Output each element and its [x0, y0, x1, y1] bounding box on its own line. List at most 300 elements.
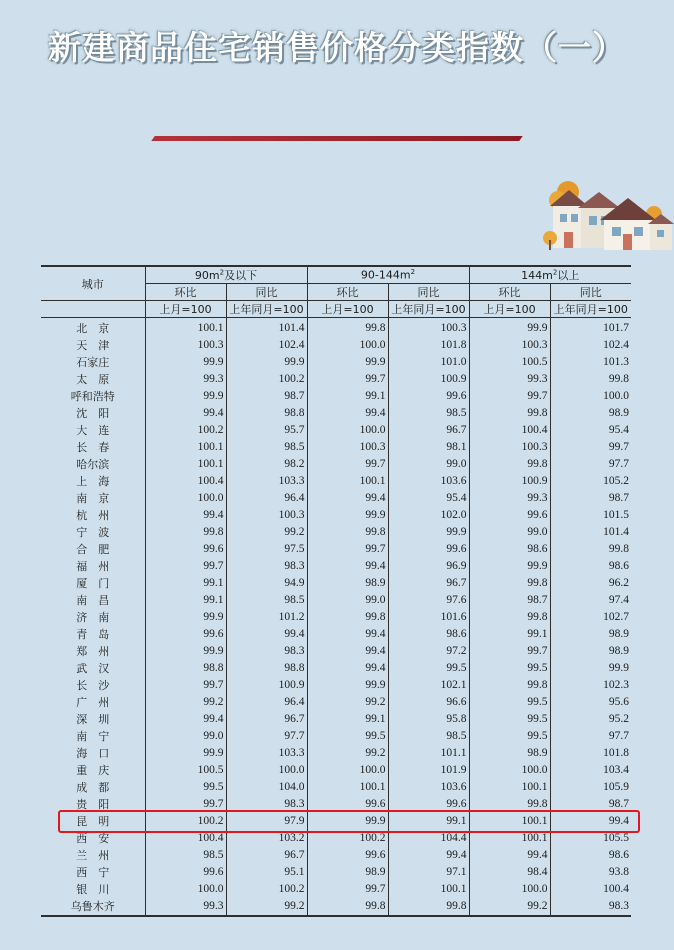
index-value: 100.9 — [226, 677, 307, 694]
base-header: 上年同月=100 — [550, 301, 631, 318]
index-value: 99.8 — [469, 575, 550, 592]
table-row — [41, 779, 631, 796]
index-value: 99.4 — [145, 711, 226, 728]
index-value: 100.5 — [469, 354, 550, 371]
index-value: 97.6 — [388, 592, 469, 609]
index-value: 104.0 — [226, 779, 307, 796]
group-header-large: $144m^2$以上 — [469, 266, 631, 284]
index-value: 100.4 — [469, 422, 550, 439]
index-value: 99.7 — [145, 558, 226, 575]
index-value: 99.4 — [145, 507, 226, 524]
index-value: 95.1 — [226, 864, 307, 881]
index-value: 99.5 — [469, 728, 550, 745]
index-value: 95.8 — [388, 711, 469, 728]
index-value: 99.1 — [388, 813, 469, 830]
city-name: 上 海 — [76, 475, 110, 488]
index-value: 100.4 — [145, 830, 226, 847]
index-value: 99.6 — [307, 847, 388, 864]
index-value: 98.5 — [145, 847, 226, 864]
index-value: 97.4 — [550, 592, 631, 609]
table-body — [41, 318, 631, 917]
index-value: 101.0 — [388, 354, 469, 371]
index-value: 99.8 — [307, 318, 388, 338]
table-row — [41, 541, 631, 558]
index-value: 99.5 — [469, 711, 550, 728]
index-value: 99.8 — [307, 524, 388, 541]
index-value: 98.8 — [226, 405, 307, 422]
price-index-table-container — [41, 265, 631, 917]
index-value: 99.6 — [145, 626, 226, 643]
index-value: 100.1 — [469, 779, 550, 796]
index-value: 101.4 — [226, 318, 307, 338]
index-value: 100.0 — [145, 490, 226, 507]
index-value: 99.8 — [469, 796, 550, 813]
index-value: 99.2 — [307, 745, 388, 762]
city-name: 厦 门 — [76, 577, 110, 590]
index-value: 99.8 — [469, 677, 550, 694]
index-value: 100.3 — [307, 439, 388, 456]
index-value: 98.9 — [550, 405, 631, 422]
index-value: 93.8 — [550, 864, 631, 881]
index-value: 98.1 — [388, 439, 469, 456]
index-value: 99.1 — [307, 711, 388, 728]
index-value: 98.7 — [469, 592, 550, 609]
index-value: 101.5 — [550, 507, 631, 524]
table-row — [41, 745, 631, 762]
index-value: 98.5 — [226, 439, 307, 456]
index-value: 99.8 — [307, 609, 388, 626]
index-value: 99.9 — [145, 643, 226, 660]
index-value: 95.4 — [388, 490, 469, 507]
index-value: 100.5 — [145, 762, 226, 779]
index-value: 99.4 — [469, 847, 550, 864]
index-value: 99.0 — [145, 728, 226, 745]
table-row — [41, 371, 631, 388]
index-value: 95.7 — [226, 422, 307, 439]
city-name: 北 京 — [76, 322, 110, 335]
index-value: 97.7 — [226, 728, 307, 745]
city-name: 乌鲁木齐 — [41, 898, 145, 916]
city-name: 南 宁 — [76, 730, 110, 743]
city-name: 天 津 — [76, 339, 110, 352]
city-column-header: 城市 — [41, 266, 145, 301]
table-row — [41, 728, 631, 745]
index-value: 99.7 — [307, 456, 388, 473]
index-value: 98.7 — [226, 388, 307, 405]
table-row — [41, 762, 631, 779]
city-name: 石家庄 — [76, 356, 110, 369]
sub-header-mom: 环比 — [469, 284, 550, 301]
table-row — [41, 388, 631, 405]
city-name: 南 京 — [76, 492, 110, 505]
index-value: 102.1 — [388, 677, 469, 694]
index-value: 99.3 — [145, 371, 226, 388]
index-value: 98.6 — [469, 541, 550, 558]
city-name: 呼和浩特 — [70, 390, 115, 403]
index-value: 99.6 — [145, 864, 226, 881]
base-header: 上月=100 — [307, 301, 388, 318]
sub-header-yoy: 同比 — [226, 284, 307, 301]
index-value: 99.4 — [307, 626, 388, 643]
base-header: 上月=100 — [469, 301, 550, 318]
houses-illustration — [536, 180, 674, 252]
index-value: 100.3 — [226, 507, 307, 524]
table-row — [41, 337, 631, 354]
index-value: 100.1 — [145, 456, 226, 473]
index-value: 99.4 — [145, 405, 226, 422]
index-value: 100.1 — [307, 779, 388, 796]
index-value: 99.8 — [388, 898, 469, 916]
table-row — [41, 439, 631, 456]
city-name: 合 肥 — [76, 543, 110, 556]
index-value: 98.9 — [550, 643, 631, 660]
table-row — [41, 830, 631, 847]
index-value: 100.2 — [226, 881, 307, 898]
index-value: 99.9 — [226, 354, 307, 371]
table-row — [41, 318, 631, 338]
city-name: 重 庆 — [76, 764, 110, 777]
index-value: 101.9 — [388, 762, 469, 779]
city-name: 杭 州 — [76, 509, 110, 522]
table-row — [41, 881, 631, 898]
index-value: 98.9 — [550, 626, 631, 643]
index-value: 99.9 — [145, 354, 226, 371]
index-value: 95.2 — [550, 711, 631, 728]
index-value: 100.2 — [145, 813, 226, 830]
index-value: 98.9 — [307, 575, 388, 592]
index-value: 99.6 — [388, 388, 469, 405]
index-value: 100.0 — [307, 337, 388, 354]
table-row — [41, 490, 631, 507]
table-row — [41, 711, 631, 728]
index-value: 100.3 — [145, 337, 226, 354]
index-value: 101.8 — [550, 745, 631, 762]
index-value: 96.7 — [226, 847, 307, 864]
index-value: 98.5 — [388, 405, 469, 422]
index-value: 99.7 — [469, 643, 550, 660]
index-value: 97.7 — [550, 456, 631, 473]
index-value: 105.9 — [550, 779, 631, 796]
index-value: 99.6 — [469, 507, 550, 524]
city-name: 西 宁 — [76, 866, 110, 879]
index-value: 99.8 — [469, 609, 550, 626]
table-row — [41, 524, 631, 541]
index-value: 103.2 — [226, 830, 307, 847]
index-value: 97.7 — [550, 728, 631, 745]
table-row — [41, 473, 631, 490]
index-value: 98.4 — [469, 864, 550, 881]
table-row — [41, 677, 631, 694]
index-value: 98.6 — [550, 847, 631, 864]
index-value: 102.3 — [550, 677, 631, 694]
index-value: 99.4 — [307, 490, 388, 507]
index-value: 99.7 — [307, 541, 388, 558]
sub-header-yoy: 同比 — [388, 284, 469, 301]
index-value: 99.9 — [307, 677, 388, 694]
city-name: 广 州 — [76, 696, 110, 709]
index-value: 98.5 — [226, 592, 307, 609]
index-value: 100.0 — [145, 881, 226, 898]
index-value: 98.3 — [226, 558, 307, 575]
index-value: 98.8 — [145, 660, 226, 677]
table-row — [41, 847, 631, 864]
index-value: 99.2 — [226, 898, 307, 916]
index-value: 100.3 — [469, 439, 550, 456]
index-value: 99.1 — [145, 575, 226, 592]
table-row — [41, 558, 631, 575]
index-value: 101.2 — [226, 609, 307, 626]
index-value: 99.0 — [307, 592, 388, 609]
city-name: 银 川 — [76, 883, 110, 896]
index-value: 99.2 — [469, 898, 550, 916]
index-value: 100.9 — [388, 371, 469, 388]
index-value: 99.4 — [307, 643, 388, 660]
city-name: 青 岛 — [76, 628, 110, 641]
index-value: 98.7 — [550, 490, 631, 507]
index-value: 99.1 — [469, 626, 550, 643]
index-value: 99.9 — [307, 813, 388, 830]
index-value: 103.3 — [226, 473, 307, 490]
index-value: 99.8 — [307, 898, 388, 916]
index-value: 99.0 — [388, 456, 469, 473]
index-value: 100.4 — [145, 473, 226, 490]
index-value: 99.7 — [145, 677, 226, 694]
index-value: 103.6 — [388, 779, 469, 796]
index-value: 105.5 — [550, 830, 631, 847]
index-value: 100.9 — [469, 473, 550, 490]
table-row — [41, 660, 631, 677]
index-value: 98.6 — [550, 558, 631, 575]
index-value: 97.1 — [388, 864, 469, 881]
table-row — [41, 575, 631, 592]
group-header-medium: $90-144m^2$ — [307, 266, 469, 284]
index-value: 99.2 — [145, 694, 226, 711]
index-value: 99.6 — [388, 541, 469, 558]
city-name: 南 昌 — [76, 594, 110, 607]
index-value: 99.9 — [145, 388, 226, 405]
city-name: 海 口 — [76, 747, 110, 760]
city-name: 昆 明 — [76, 815, 110, 828]
index-value: 99.9 — [550, 660, 631, 677]
index-value: 96.4 — [226, 694, 307, 711]
index-value: 100.2 — [307, 830, 388, 847]
city-name: 武 汉 — [76, 662, 110, 675]
index-value: 98.3 — [226, 643, 307, 660]
table-row — [41, 694, 631, 711]
index-value: 100.0 — [307, 422, 388, 439]
index-value: 96.7 — [226, 711, 307, 728]
index-value: 103.4 — [550, 762, 631, 779]
index-value: 99.7 — [145, 796, 226, 813]
index-value: 99.2 — [307, 694, 388, 711]
base-header: 上月=100 — [145, 301, 226, 318]
index-value: 98.9 — [469, 745, 550, 762]
index-value: 99.8 — [550, 541, 631, 558]
base-header: 上年同月=100 — [226, 301, 307, 318]
index-value: 99.4 — [307, 405, 388, 422]
table-row — [41, 898, 631, 916]
index-value: 100.1 — [469, 830, 550, 847]
index-value: 99.3 — [145, 898, 226, 916]
index-value: 98.2 — [226, 456, 307, 473]
index-value: 99.9 — [307, 354, 388, 371]
index-value: 99.6 — [388, 796, 469, 813]
index-value: 94.9 — [226, 575, 307, 592]
title-underline-bar — [151, 136, 523, 141]
city-name: 成 都 — [76, 781, 110, 794]
index-value: 99.4 — [307, 558, 388, 575]
index-value: 99.8 — [550, 371, 631, 388]
sub-header-mom: 环比 — [307, 284, 388, 301]
index-value: 101.8 — [388, 337, 469, 354]
index-value: 99.8 — [469, 456, 550, 473]
index-value: 100.0 — [550, 388, 631, 405]
index-value: 102.4 — [550, 337, 631, 354]
index-value: 99.0 — [469, 524, 550, 541]
index-value: 99.2 — [226, 524, 307, 541]
index-value: 99.1 — [145, 592, 226, 609]
index-value: 99.8 — [145, 524, 226, 541]
index-value: 99.5 — [469, 694, 550, 711]
index-value: 100.1 — [388, 881, 469, 898]
table-row — [41, 405, 631, 422]
city-name: 大 连 — [76, 424, 110, 437]
index-value: 100.3 — [388, 318, 469, 338]
index-value: 99.5 — [145, 779, 226, 796]
city-name: 沈 阳 — [76, 407, 110, 420]
index-value: 100.1 — [469, 813, 550, 830]
index-value: 97.5 — [226, 541, 307, 558]
table-row — [41, 422, 631, 439]
index-value: 100.3 — [469, 337, 550, 354]
index-value: 102.4 — [226, 337, 307, 354]
index-value: 101.1 — [388, 745, 469, 762]
table-row — [41, 796, 631, 813]
index-value: 99.3 — [469, 371, 550, 388]
index-value: 101.7 — [550, 318, 631, 338]
city-name: 福 州 — [76, 560, 110, 573]
index-value: 100.1 — [145, 439, 226, 456]
city-name: 长 沙 — [76, 679, 110, 692]
city-header-spacer — [41, 301, 145, 318]
index-value: 99.9 — [307, 507, 388, 524]
index-value: 98.5 — [388, 728, 469, 745]
table-row — [41, 456, 631, 473]
city-name: 兰 州 — [76, 849, 110, 862]
index-value: 99.6 — [307, 796, 388, 813]
index-value: 99.7 — [307, 371, 388, 388]
index-value: 98.3 — [226, 796, 307, 813]
index-value: 100.1 — [307, 473, 388, 490]
city-name: 长 春 — [76, 441, 110, 454]
index-value: 102.0 — [388, 507, 469, 524]
table-row — [41, 354, 631, 371]
index-value: 101.3 — [550, 354, 631, 371]
index-value: 102.7 — [550, 609, 631, 626]
index-value: 105.2 — [550, 473, 631, 490]
city-name: 宁 波 — [76, 526, 110, 539]
index-value: 99.7 — [469, 388, 550, 405]
index-value: 99.4 — [307, 660, 388, 677]
table-row — [41, 643, 631, 660]
index-value: 98.6 — [388, 626, 469, 643]
index-value: 99.4 — [550, 813, 631, 830]
index-value: 99.9 — [469, 318, 550, 338]
sub-header-mom: 环比 — [145, 284, 226, 301]
table-row — [41, 626, 631, 643]
index-value: 98.9 — [307, 864, 388, 881]
index-value: 97.9 — [226, 813, 307, 830]
price-index-table — [41, 265, 631, 917]
index-value: 95.4 — [550, 422, 631, 439]
city-name: 哈尔滨 — [76, 458, 110, 471]
index-value: 99.5 — [469, 660, 550, 677]
index-value: 100.0 — [226, 762, 307, 779]
index-value: 96.6 — [388, 694, 469, 711]
index-value: 99.6 — [145, 541, 226, 558]
index-value: 99.9 — [145, 745, 226, 762]
index-value: 100.1 — [145, 318, 226, 338]
index-value: 96.9 — [388, 558, 469, 575]
index-value: 99.3 — [469, 490, 550, 507]
city-name: 郑 州 — [76, 645, 110, 658]
index-value: 99.9 — [469, 558, 550, 575]
index-value: 100.4 — [550, 881, 631, 898]
table-row — [41, 864, 631, 881]
index-value: 96.7 — [388, 575, 469, 592]
index-value: 100.0 — [469, 762, 550, 779]
index-value: 100.2 — [145, 422, 226, 439]
index-value: 99.7 — [307, 881, 388, 898]
index-value: 99.9 — [145, 609, 226, 626]
index-value: 97.2 — [388, 643, 469, 660]
index-value: 101.4 — [550, 524, 631, 541]
index-value: 98.8 — [226, 660, 307, 677]
index-value: 99.4 — [388, 847, 469, 864]
index-value: 96.4 — [226, 490, 307, 507]
index-value: 98.7 — [550, 796, 631, 813]
page-title: 新建商品住宅销售价格分类指数（一） — [48, 28, 626, 67]
table-row — [41, 507, 631, 524]
index-value: 100.0 — [469, 881, 550, 898]
index-value: 98.3 — [550, 898, 631, 916]
index-value: 103.6 — [388, 473, 469, 490]
table-row — [41, 813, 631, 830]
city-name: 西 安 — [76, 832, 110, 845]
base-header: 上年同月=100 — [388, 301, 469, 318]
index-value: 103.3 — [226, 745, 307, 762]
city-name: 深 圳 — [76, 713, 110, 726]
index-value: 99.4 — [226, 626, 307, 643]
index-value: 99.8 — [469, 405, 550, 422]
index-value: 99.5 — [307, 728, 388, 745]
sub-header-yoy: 同比 — [550, 284, 631, 301]
index-value: 96.2 — [550, 575, 631, 592]
city-name: 太 原 — [76, 373, 110, 386]
index-value: 99.5 — [388, 660, 469, 677]
index-value: 96.7 — [388, 422, 469, 439]
table-row — [41, 592, 631, 609]
city-name: 贵 阳 — [76, 798, 110, 811]
index-value: 99.9 — [388, 524, 469, 541]
index-value: 101.6 — [388, 609, 469, 626]
index-value: 99.1 — [307, 388, 388, 405]
city-name: 济 南 — [76, 611, 110, 624]
index-value: 100.2 — [226, 371, 307, 388]
index-value: 99.7 — [550, 439, 631, 456]
table-row — [41, 609, 631, 626]
index-value: 100.0 — [307, 762, 388, 779]
